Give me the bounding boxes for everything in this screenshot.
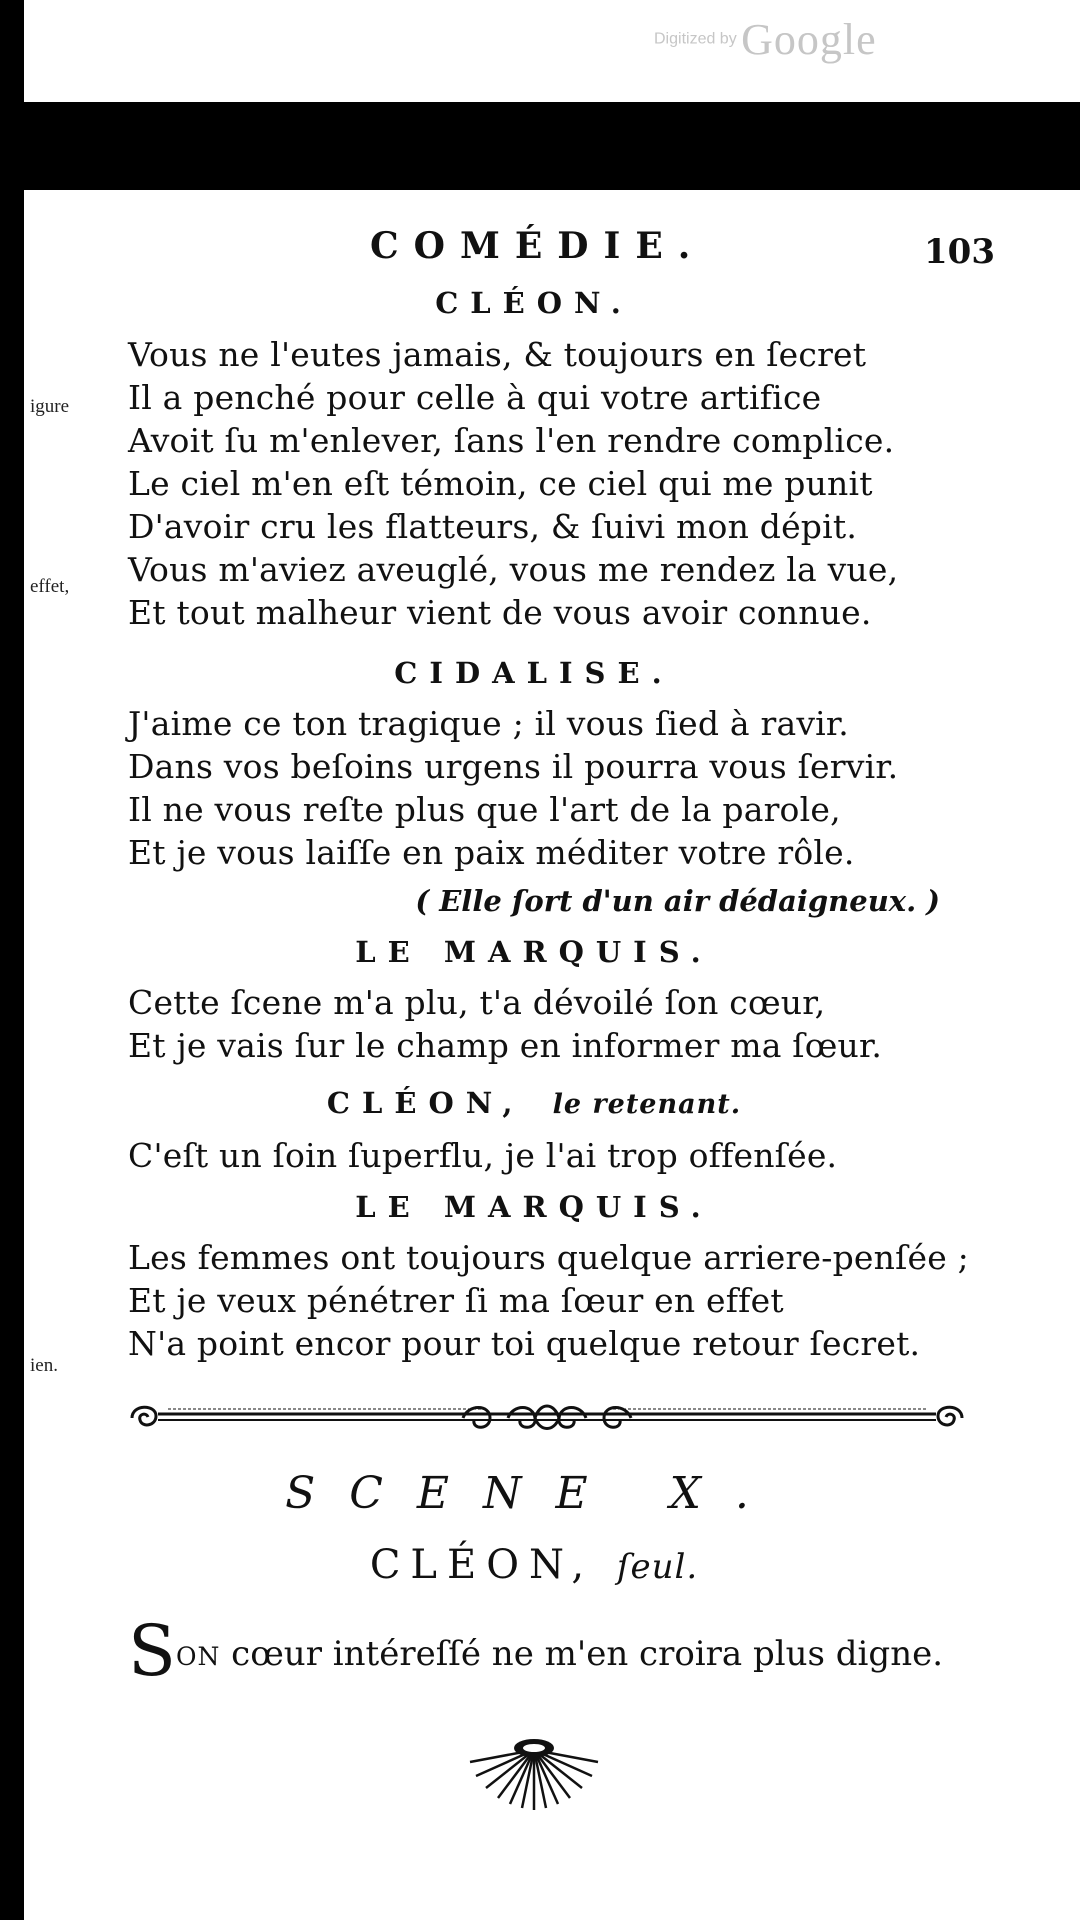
running-title: COMÉDIE. — [370, 225, 706, 267]
google-logo: Google — [741, 15, 877, 64]
speaker-name: LE MARQUIS. — [355, 1190, 713, 1224]
scene-speaker — [128, 1542, 940, 1588]
speaker-direction: le retenant. — [552, 1089, 742, 1120]
verse-line: Les femmes ont toujours quelque arriere-penſée ; — [128, 1238, 969, 1277]
verse-line: Et je veux pénétrer ſi ma ſœur en effet — [128, 1281, 784, 1320]
speaker-direction: ſeul. — [616, 1547, 699, 1587]
opening-rest: cœur intéreſſé ne m'en croira plus digne. — [220, 1634, 944, 1674]
tailpiece-ornament — [464, 1736, 604, 1816]
margin-note: effet, — [30, 576, 70, 597]
verse-line: Et tout malheur vient de vous avoir connue. — [128, 593, 872, 632]
watermark — [654, 14, 877, 65]
verse-line: Vous m'aviez aveuglé, vous me rendez la vue, — [128, 550, 899, 589]
speaker-name: CLÉON, — [326, 1086, 525, 1120]
scan-left-edge — [0, 0, 24, 1920]
verse-line: Dans vos beſoins urgens il pourra vous ſervir. — [128, 747, 899, 786]
verse-line: Et je vous laiſſe en paix méditer votre rôle. — [128, 833, 855, 872]
drop-cap: S — [128, 1610, 176, 1692]
speaker-name: CLÉON. — [435, 286, 633, 320]
margin-note: igure — [30, 396, 70, 417]
verse-line: Et je vais ſur le champ en informer ma ſœur. — [128, 1026, 883, 1065]
verse-line: N'a point encor pour toi quelque retour ſecret. — [128, 1324, 921, 1363]
scene-title: SCENE X. — [285, 1468, 783, 1519]
opening-verse-line — [128, 1610, 944, 1692]
verse-line: C'eſt un ſoin ſuperflu, je l'ai trop offenſée. — [128, 1136, 838, 1175]
verse-line: Le ciel m'en eſt témoin, ce ciel qui me punit — [128, 464, 873, 503]
watermark-prefix: Digitized by — [654, 30, 737, 48]
speaker-name: CLÉON, — [369, 1542, 595, 1588]
verse-line: D'avoir cru les flatteurs, & ſuivi mon dépit. — [128, 507, 858, 546]
verse-line: J'aime ce ton tragique ; il vous ſied à ravir. — [128, 704, 849, 743]
page-number: 103 — [924, 232, 995, 272]
stage-direction: ( Elle ſort d'un air dédaigneux. ) — [415, 884, 940, 918]
scan-black-band — [0, 102, 1080, 190]
margin-note: ien. — [30, 1355, 58, 1376]
verse-line: Il ne vous reſte plus que l'art de la parole, — [128, 790, 841, 829]
speaker-name: LE MARQUIS. — [355, 935, 713, 969]
ornamental-rule — [128, 1398, 966, 1438]
verse-line: Cette ſcene m'a plu, t'a dévoilé ſon cœur, — [128, 983, 826, 1022]
verse-line: Avoit ſu m'enlever, ſans l'en rendre complice. — [128, 421, 895, 460]
speaker-with-direction — [128, 1086, 940, 1120]
verse-line: Il a penché pour celle à qui votre artifice — [128, 378, 822, 417]
opening-small-caps: ON — [175, 1642, 221, 1671]
speaker-name: CIDALISE. — [394, 656, 674, 690]
verse-line: Vous ne l'eutes jamais, & toujours en ſecret — [128, 335, 867, 374]
